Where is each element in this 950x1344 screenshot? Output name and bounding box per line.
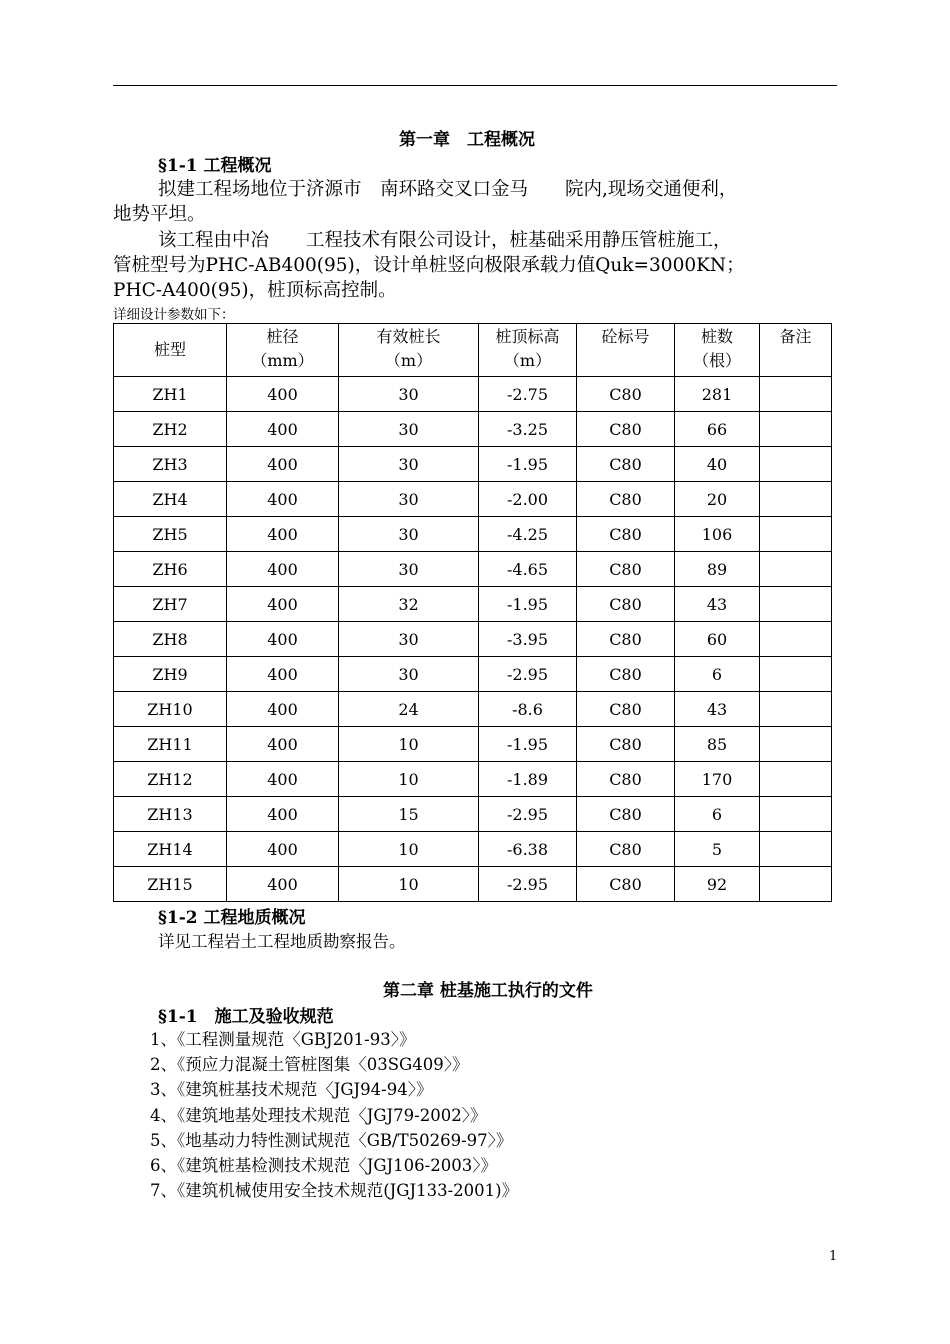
table-header-row <box>114 324 832 377</box>
cell-top-elevation: -8.6 <box>479 692 577 727</box>
chapter2-title: 第二章 桩基施工执行的文件 <box>383 981 593 1001</box>
table-row <box>114 657 832 692</box>
cell-pile-count: 5 <box>675 832 760 867</box>
cell-effective-length: 15 <box>339 797 479 832</box>
standard-item: 4、《建筑地基处理技术规范〈JGJ79-2002〉》 <box>150 1105 487 1125</box>
cell-diameter: 400 <box>227 762 339 797</box>
cell-remarks <box>760 587 832 622</box>
chapter1-title: 第一章 工程概况 <box>399 130 535 150</box>
cell-pile-type: ZH6 <box>114 552 227 587</box>
cell-concrete-grade: C80 <box>577 482 675 517</box>
cell-effective-length: 10 <box>339 867 479 902</box>
standard-item: 5、《地基动力特性测试规范〈GB/T50269-97〉》 <box>150 1130 513 1150</box>
cell-remarks <box>760 762 832 797</box>
cell-effective-length: 30 <box>339 377 479 412</box>
cell-concrete-grade: C80 <box>577 762 675 797</box>
cell-effective-length: 24 <box>339 692 479 727</box>
cell-top-elevation: -2.75 <box>479 377 577 412</box>
cell-pile-count: 60 <box>675 622 760 657</box>
paragraph-1-line-2: 地势平坦。 <box>113 204 206 225</box>
table-row <box>114 727 832 762</box>
cell-remarks <box>760 867 832 902</box>
cell-concrete-grade: C80 <box>577 657 675 692</box>
header-top-elevation: 桩顶标高 （m） <box>479 324 577 377</box>
cell-top-elevation: -1.95 <box>479 727 577 762</box>
cell-top-elevation: -2.00 <box>479 482 577 517</box>
cell-remarks <box>760 517 832 552</box>
cell-pile-count: 43 <box>675 587 760 622</box>
table-row <box>114 762 832 797</box>
cell-concrete-grade: C80 <box>577 377 675 412</box>
cell-top-elevation: -1.95 <box>479 447 577 482</box>
table-row <box>114 867 832 902</box>
cell-pile-type: ZH10 <box>114 692 227 727</box>
cell-pile-count: 106 <box>675 517 760 552</box>
cell-concrete-grade: C80 <box>577 797 675 832</box>
paragraph-1-line-1: 拟建工程场地位于济源市 南环路交叉口金马 院内,现场交通便利， <box>158 179 738 200</box>
table-row <box>114 832 832 867</box>
cell-remarks <box>760 727 832 762</box>
cell-effective-length: 10 <box>339 727 479 762</box>
header-pile-count: 桩数 （根） <box>675 324 760 377</box>
table-row <box>114 412 832 447</box>
cell-remarks <box>760 692 832 727</box>
cell-effective-length: 32 <box>339 587 479 622</box>
cell-concrete-grade: C80 <box>577 587 675 622</box>
cell-diameter: 400 <box>227 832 339 867</box>
header-diameter: 桩径 （mm） <box>227 324 339 377</box>
cell-diameter: 400 <box>227 692 339 727</box>
cell-pile-count: 281 <box>675 377 760 412</box>
pile-parameter-table <box>113 323 832 902</box>
cell-effective-length: 30 <box>339 517 479 552</box>
cell-effective-length: 30 <box>339 482 479 517</box>
cell-top-elevation: -6.38 <box>479 832 577 867</box>
cell-pile-type: ZH8 <box>114 622 227 657</box>
standard-item: 2、《预应力混凝土管桩图集〈03SG409〉》 <box>150 1055 469 1075</box>
cell-remarks <box>760 832 832 867</box>
cell-effective-length: 30 <box>339 412 479 447</box>
cell-diameter: 400 <box>227 482 339 517</box>
standard-item: 6、《建筑桩基检测技术规范〈JGJ106-2003〉》 <box>150 1156 497 1175</box>
cell-concrete-grade: C80 <box>577 727 675 762</box>
cell-pile-type: ZH4 <box>114 482 227 517</box>
cell-pile-count: 6 <box>675 657 760 692</box>
header-pile-type: 桩型 <box>114 324 227 377</box>
header-effective-length: 有效桩长 （m） <box>339 324 479 377</box>
cell-top-elevation: -2.95 <box>479 867 577 902</box>
cell-diameter: 400 <box>227 517 339 552</box>
table-row <box>114 692 832 727</box>
cell-diameter: 400 <box>227 552 339 587</box>
cell-concrete-grade: C80 <box>577 447 675 482</box>
cell-effective-length: 10 <box>339 832 479 867</box>
table-row <box>114 797 832 832</box>
cell-effective-length: 30 <box>339 447 479 482</box>
table-row <box>114 552 832 587</box>
page-number: 1 <box>829 1249 838 1264</box>
cell-top-elevation: -3.25 <box>479 412 577 447</box>
cell-pile-count: 85 <box>675 727 760 762</box>
standard-item: 1、《工程测量规范〈GBJ201-93〉》 <box>150 1030 416 1049</box>
cell-pile-count: 40 <box>675 447 760 482</box>
cell-diameter: 400 <box>227 622 339 657</box>
cell-diameter: 400 <box>227 727 339 762</box>
cell-effective-length: 30 <box>339 552 479 587</box>
table-row <box>114 377 832 412</box>
cell-pile-type: ZH3 <box>114 447 227 482</box>
cell-pile-type: ZH2 <box>114 412 227 447</box>
cell-concrete-grade: C80 <box>577 867 675 902</box>
cell-concrete-grade: C80 <box>577 692 675 727</box>
cell-pile-type: ZH1 <box>114 377 227 412</box>
cell-remarks <box>760 482 832 517</box>
cell-remarks <box>760 622 832 657</box>
paragraph-2-line-1: 该工程由中冶 工程技术有限公司设计，桩基础采用静压管桩施工， <box>158 230 732 251</box>
cell-remarks <box>760 797 832 832</box>
cell-top-elevation: -4.65 <box>479 552 577 587</box>
paragraph-2-line-3: PHC-A400(95)，桩顶标高控制。 <box>113 280 397 301</box>
cell-top-elevation: -1.95 <box>479 587 577 622</box>
table-row <box>114 447 832 482</box>
cell-pile-type: ZH9 <box>114 657 227 692</box>
cell-top-elevation: -2.95 <box>479 797 577 832</box>
cell-pile-type: ZH13 <box>114 797 227 832</box>
paragraph-2-line-2: 管桩型号为PHC-AB400(95)，设计单桩竖向极限承载力值Quk=3000KN； <box>113 255 745 276</box>
cell-pile-count: 6 <box>675 797 760 832</box>
table-row <box>114 517 832 552</box>
cell-pile-count: 170 <box>675 762 760 797</box>
section-1-1-title: §1-1 工程概况 <box>158 156 272 176</box>
cell-remarks <box>760 552 832 587</box>
cell-pile-type: ZH11 <box>114 727 227 762</box>
cell-remarks <box>760 447 832 482</box>
standard-item: 3、《建筑桩基技术规范〈JGJ94-94〉》 <box>150 1080 433 1100</box>
header-rule <box>113 85 837 86</box>
cell-effective-length: 10 <box>339 762 479 797</box>
table-row <box>114 587 832 622</box>
section-2-1-1-title: §1-1 施工及验收规范 <box>158 1007 334 1027</box>
cell-diameter: 400 <box>227 447 339 482</box>
cell-effective-length: 30 <box>339 622 479 657</box>
cell-diameter: 400 <box>227 587 339 622</box>
cell-pile-count: 20 <box>675 482 760 517</box>
cell-concrete-grade: C80 <box>577 832 675 867</box>
cell-remarks <box>760 377 832 412</box>
cell-diameter: 400 <box>227 867 339 902</box>
table-row <box>114 622 832 657</box>
cell-concrete-grade: C80 <box>577 412 675 447</box>
cell-pile-type: ZH12 <box>114 762 227 797</box>
cell-top-elevation: -3.95 <box>479 622 577 657</box>
cell-diameter: 400 <box>227 657 339 692</box>
cell-pile-count: 43 <box>675 692 760 727</box>
standard-item: 7、《建筑机械使用安全技术规范(JGJ133-2001)》 <box>150 1181 519 1201</box>
cell-diameter: 400 <box>227 412 339 447</box>
header-concrete-grade: 砼标号 <box>577 324 675 377</box>
cell-concrete-grade: C80 <box>577 552 675 587</box>
table-row <box>114 482 832 517</box>
cell-remarks <box>760 657 832 692</box>
cell-pile-count: 66 <box>675 412 760 447</box>
table-caption: 详细设计参数如下： <box>113 307 235 323</box>
cell-pile-count: 92 <box>675 867 760 902</box>
cell-pile-type: ZH15 <box>114 867 227 902</box>
cell-pile-count: 89 <box>675 552 760 587</box>
cell-pile-type: ZH5 <box>114 517 227 552</box>
cell-pile-type: ZH14 <box>114 832 227 867</box>
cell-diameter: 400 <box>227 377 339 412</box>
cell-top-elevation: -4.25 <box>479 517 577 552</box>
cell-concrete-grade: C80 <box>577 517 675 552</box>
cell-concrete-grade: C80 <box>577 622 675 657</box>
cell-remarks <box>760 412 832 447</box>
header-remarks: 备注 <box>760 324 832 377</box>
cell-effective-length: 30 <box>339 657 479 692</box>
cell-pile-type: ZH7 <box>114 587 227 622</box>
cell-top-elevation: -2.95 <box>479 657 577 692</box>
cell-top-elevation: -1.89 <box>479 762 577 797</box>
section-1-2-title: §1-2 工程地质概况 <box>158 908 306 928</box>
section-1-2-text: 详见工程岩土工程地质勘察报告。 <box>158 932 406 951</box>
cell-diameter: 400 <box>227 797 339 832</box>
